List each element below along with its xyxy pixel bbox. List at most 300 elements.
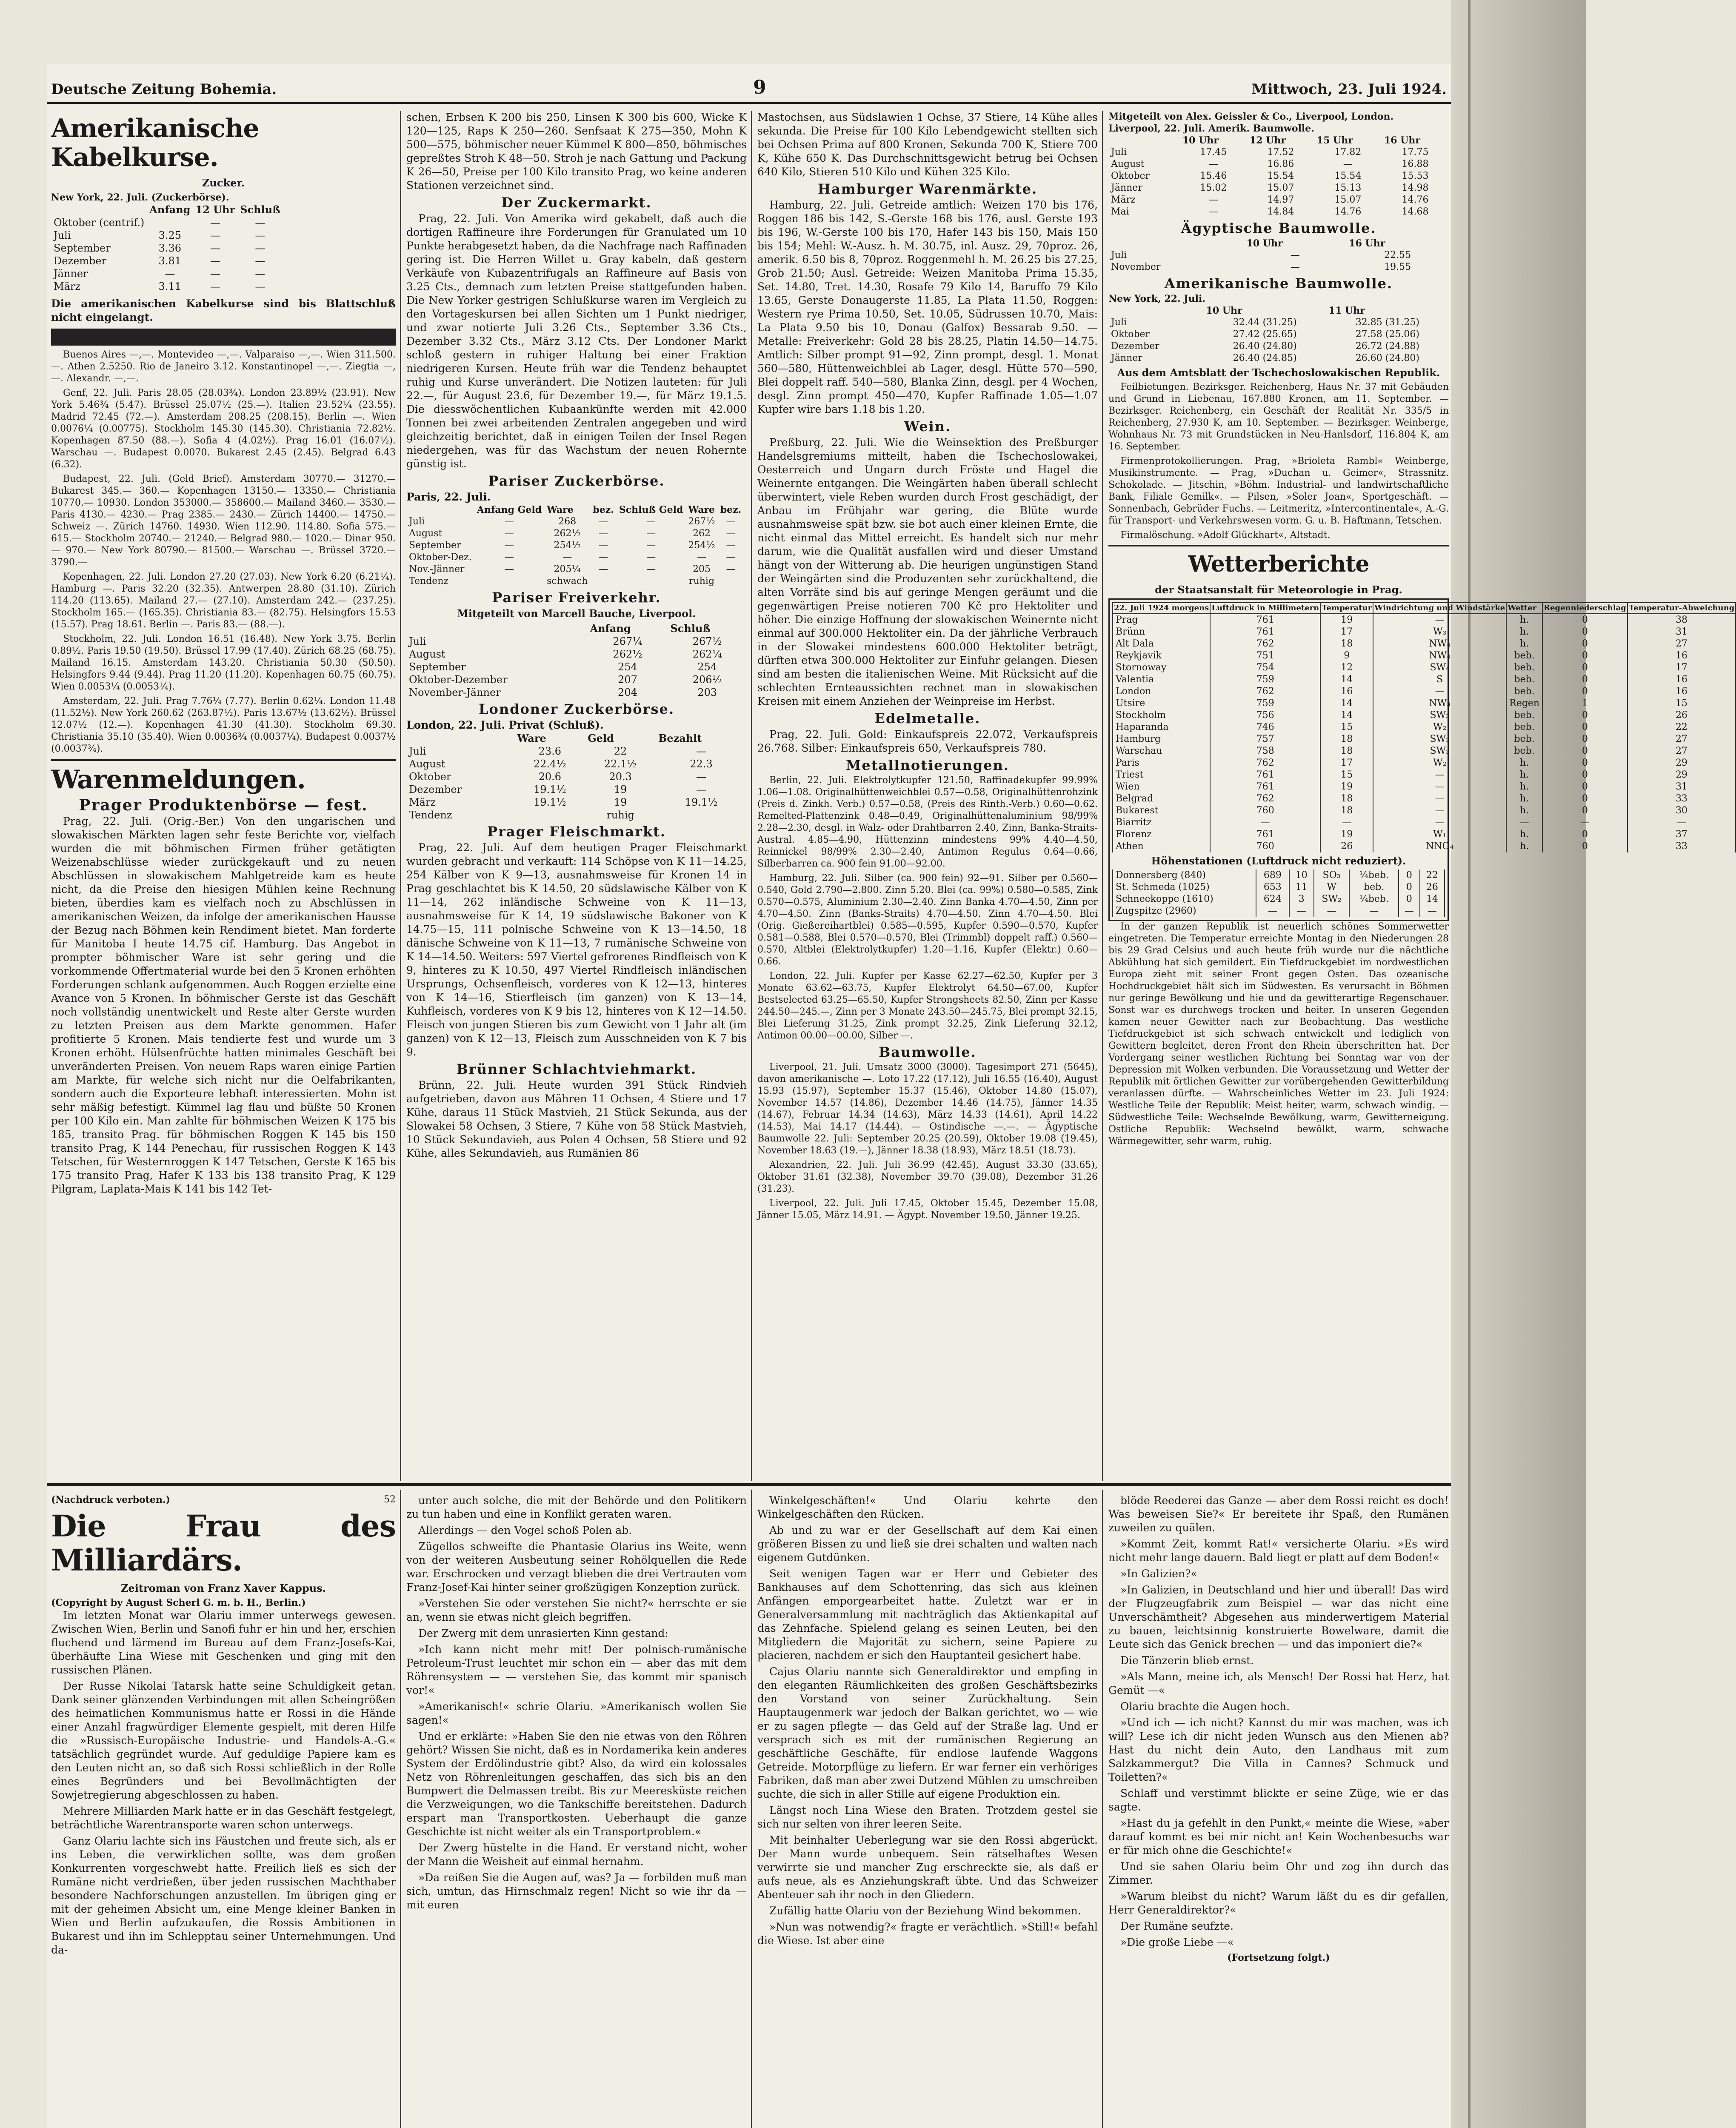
table-cell xyxy=(656,809,747,821)
table-header-cell xyxy=(51,203,147,216)
table-cell: — xyxy=(1290,262,1300,272)
column-rule xyxy=(400,1490,401,2128)
table-header-cell: 10 Uhr xyxy=(1246,238,1283,249)
table-cell: 3.11 xyxy=(158,280,182,292)
running-header xyxy=(47,77,1451,104)
liverpool-table xyxy=(1108,134,1449,218)
table-cell: — xyxy=(210,268,220,280)
novel-paragraph: Ganz Olariu lachte sich ins Fäustchen und freute sich, als er ins Leben, die verwirklichen sollte, was dem großen Konkurrenten vorgeschwebt hatte. Freilich ließ es sich der Rumäne nicht verdrießen, über jeden russischen Machthaber besondere Nachforschungen anzustellen. Im übrigen ging er mit der geheimen Absicht um, eine Menge kleiner Banken in Wien und Berlin aufzukaufen, die Rossis Ambitionen in Bukarest und ihn im Schlepptau seiner Unternehmungen. Und da- xyxy=(51,1835,396,1956)
table-cell: 23.6 xyxy=(538,745,562,757)
table-cell xyxy=(474,575,544,587)
table-cell: 17.75 xyxy=(1402,147,1429,157)
table-cell: SW₃ xyxy=(1373,733,1506,745)
zuckermarkt-text: Prag, 22. Juli. Von Amerika wird gekabelt, daß auch die dortigen Raffineure ihre Forderungen für Granulated um 10 Punkte herabgesetzt haben, da die Nachfrage nach Raffinaden gering ist. Die Herren Willet u. Gray kabeln, daß gestern Verkäufe von Kubazentrifugals an Raffineure auf Basis von 3.25 Cts., demnach zum letzten Preise stattgefunden haben. Die New Yorker gestrigen Schlußkurse waren im Vergleich zu den Vortageskursen bei allen Sichten um 1 Punkt niedriger, und zwar notierte Juli 3.26 Cts., September 3.36 Cts., Dezember 3.32 Cts., März 3.12 Cts. Der Londoner Markt schloß gestern in ruhiger Haltung bei einer Fraktion niedrigeren Kursen. Heute früh war die Tendenz behauptet ruhig und Kurse unverändert. Die Notizen lauteten: für Juli 22.—, für August 23.6, für Dezember 19.—, für März 19.1.5. Die diesswöchentlichen Kubaankünfte werden mit 42.000 Tonnen bei zwei arbeitenden Zentralen angegeben und wird gleichzeitig berichtet, daß in einigen Teilen der Insel Regen niedergehen, was für das Wachstum der neuen Rohernte günstig ist. xyxy=(406,212,747,470)
table-cell: 0 xyxy=(1542,781,1628,793)
weather-row xyxy=(1113,721,1736,733)
table-cell: beb. xyxy=(1506,733,1542,745)
table-cell: — xyxy=(255,229,266,241)
table-cell: 1 xyxy=(1542,698,1628,709)
table-cell: h. xyxy=(1506,829,1542,841)
weather-row xyxy=(1113,733,1736,745)
table-cell: 18 xyxy=(1320,805,1373,817)
table-header-cell: bez. xyxy=(593,504,614,515)
paris-line: Paris, 22. Juli. xyxy=(406,491,491,503)
col2-top-text: schen, Erbsen K 200 bis 250, Linsen K 300 bis 600, Wicke K 120—125, Raps K 250—260. Senfsaat K 275—350, Mohn K 500—575, böhmischer neuer Kümmel K 800—850, böhmisches gepreßtes Stroh K 48—50. Stroh je nach Gattung und Packung K 26—50, Preise per 100 Kilo transito Prag, wo keine anderen Stationen verzeichnet sind. xyxy=(406,111,747,192)
table-cell: — xyxy=(599,528,608,539)
table-row xyxy=(1108,317,1449,329)
table-cell: 254½ xyxy=(688,540,715,551)
table-cell: — xyxy=(255,280,266,292)
table-cell: h. xyxy=(1506,614,1542,626)
table-cell: 22.4½ xyxy=(534,758,566,770)
table-cell: 27 xyxy=(1628,638,1736,650)
table-cell: — xyxy=(1399,905,1420,917)
table-cell: 14.97 xyxy=(1267,194,1294,205)
table-cell: ruhig xyxy=(606,809,634,821)
continuation-note: (Fortsetzung folgt.) xyxy=(1227,1952,1330,1963)
kabelkurse-title: Amerikanische Kabelkurse. xyxy=(51,114,259,172)
table-cell: 19.1½ xyxy=(534,796,566,808)
table-cell: 11 xyxy=(1289,881,1314,893)
table-cell: August xyxy=(1111,159,1145,169)
table-cell xyxy=(617,575,686,587)
issue-date: Mittwoch, 23. Juli 1924. xyxy=(1251,81,1447,98)
table-cell: S xyxy=(1373,674,1506,686)
paris-table xyxy=(406,504,744,587)
table-cell: 254 xyxy=(618,661,637,673)
table-cell: 14 xyxy=(1320,674,1373,686)
table-cell: beb. xyxy=(1506,650,1542,662)
weather-row xyxy=(1113,841,1736,852)
table-cell: — xyxy=(599,564,608,575)
amtsblatt-title: Aus dem Amtsblatt der Tschechoslowakischen Republik. xyxy=(1117,366,1440,379)
table-row xyxy=(1108,170,1449,182)
table-cell: 746 xyxy=(1210,721,1320,733)
novel-paragraph: Und sie sahen Olariu beim Ohr und zog ihn durch das Zimmer. xyxy=(1108,1860,1449,1886)
table-cell: 0 xyxy=(1542,793,1628,805)
table-cell: 14 xyxy=(1320,698,1373,709)
novel-paragraph: Mehrere Milliarden Mark hatte er in das Geschäft festgelegt, beträchtliche Warentransporte waren schon unterwegs. xyxy=(51,1805,396,1831)
table-cell: 204 xyxy=(618,686,637,698)
london-table xyxy=(406,732,747,821)
table-cell: Athen xyxy=(1113,841,1210,852)
table-cell: September xyxy=(54,242,111,254)
table-header-cell: bez. xyxy=(720,504,742,515)
table-cell: SW₂ xyxy=(1314,893,1350,905)
table-cell: Tendenz xyxy=(409,576,449,586)
table-cell: 267½ xyxy=(692,635,722,647)
table-row xyxy=(406,552,744,563)
table-cell: 17.45 xyxy=(1200,147,1227,157)
table-cell: September xyxy=(409,661,466,673)
table-cell: SO₃ xyxy=(1314,870,1350,881)
aegypt-title: Ägyptische Baumwolle. xyxy=(1181,220,1376,236)
london-title: Londoner Zuckerbörse. xyxy=(478,701,675,717)
table-cell: März xyxy=(54,280,80,292)
table-cell: — xyxy=(210,280,220,292)
table-cell: Reykjavik xyxy=(1113,650,1210,662)
column-rule xyxy=(1102,111,1103,1481)
wein-text: Preßburg, 22. Juli. Wie die Weinsektion des Preßburger Handelsgremiums mitteilt, haben die Tschechoslowakei, Oesterreich und Ungarn durch Fröste und Hagel die Weinernte entgangen. Die Weingärten haben überall schlecht überwintert, viele Reben wurden durch Frost geschädigt, der Anbau im Frühjahr war gering, die Blüte wurde ausnahmsweise spät bzw. sie bot auch einer kleinen Ernte, die nicht einmal das Mittel erreicht. Es handelt sich nur mehr darum, wie die Qualität ausfallen wird und dieser Umstand hängt von der Witterung ab. Die heurigen ungünstigen Stand der Weingärten sind die Produzenten sehr zurückhaltend, die alten Vorräte sind bis auf geringe Mengen geräumt und die gegenwärtigen Preise notieren 700 Kč pro Hektoliter und höher. Die einzige Hoffnung der slowakischen Weinernte nicht einmal auf 300.000 Hektoliter ein. Da der jährliche Verbrauch in der Slowakei mindestens 600.000 Hektoliter beträgt, dürften etwa 300.000 Hektoliter zur Einfuhr gelangen. Diesen sind am besten die italienischen Weine. Mit Rücksicht auf die schlechten Ernteaussichten rechnet man in slowakischen Kreisen mit einem Anziehen der Weinpreise im Herbst. xyxy=(757,436,1098,707)
table-cell: 32.85 (31.25) xyxy=(1355,317,1419,328)
baumwolle-text: Liverpool, 21. Juli. Umsatz 3000 (3000). Tagesimport 271 (5645), davon amerikanische —. Loto 17.22 (17.12), Juli 16.55 (16.40), August 15.93 (15.97), September 15.37 (15.46), Oktober 14.80 (15.07), November 14.57 (14.86), Dezember 14.46 (14.75), Jänner 14.35 (14.67), Februar 14.34 (14.63), März 14.33 (14.61), April 14.22 (14.53), Mai 14.17 (14.44). — Ostindische —.—. — Ägyptische Baumwolle 22. Juli: September 20.25 (20.59), Oktober 19.08 (19.45), November 18.63 (19.—), Jänner 18.38 (18.93), März 18.51 (18.73). xyxy=(757,1062,1098,1156)
novel-paragraph: »Kommt Zeit, kommt Rat!« versicherte Olariu. »Es wird nicht mehr lange dauern. Bald liegt er platt auf dem Boden!« xyxy=(1108,1538,1449,1564)
table-header-cell: 22. Juli 1924 morgens xyxy=(1113,603,1210,614)
table-header-cell xyxy=(1108,237,1244,249)
table-cell: 15.02 xyxy=(1200,183,1227,193)
table-cell: ¼beb. xyxy=(1349,870,1399,881)
table-cell: 26.72 (24.88) xyxy=(1355,341,1419,352)
table-row xyxy=(1108,261,1449,273)
table-cell: 0 xyxy=(1542,626,1628,638)
table-cell: Oktober xyxy=(1111,329,1150,340)
table-cell: 653 xyxy=(1256,881,1289,893)
table-cell: Juli xyxy=(1111,250,1127,260)
table-cell: 754 xyxy=(1210,662,1320,674)
table-cell: 17 xyxy=(1628,662,1736,674)
devisen-entry: Kopenhagen, 22. Juli. London 27.20 (27.03). New York 6.20 (6.21¼). Hamburg —. Paris 32.20 (32.35). Antwerpen 28.80 (31.10). Zürich 114.20 (113.65). Mailand 27.— (27.10). Amsterdam 242.— (237.25). Stockholm 165.— (165.35). Christiania 83.— (82.75). Helsingfors 15.53 (15.57). Prag 18.61. Berlin —. Paris 83.— (88.—). xyxy=(51,572,396,630)
column-rule xyxy=(751,111,752,1481)
table-cell: Oktober-Dezember xyxy=(409,674,508,686)
table-header-cell: Temperatur-Abweichung xyxy=(1628,603,1736,614)
table-cell: März xyxy=(1111,194,1136,205)
column-finance xyxy=(51,111,396,1473)
table-cell: Oktober (centrif.) xyxy=(54,217,145,229)
table-header-cell xyxy=(1108,134,1180,146)
table-cell: 262½ xyxy=(554,528,581,539)
edelmetalle-text: Prag, 22. Juli. Gold: Einkaufspreis 22.072, Verkaufspreis 26.768. Silber: Einkaufspreis 650, Verkaufspreis 780. xyxy=(757,728,1098,754)
weather-row xyxy=(1113,805,1736,817)
metall-text-2: Hamburg, 22. Juli. Silber (ca. 900 fein) 92—91. Silber per 0.560—0.540, Gold 2.790—2.800. Zinn 5.20. Blei (ca. 99%) 0.580—0.585, Zink 0.570—0.575, Aluminium 2.30—2.40. Zinn Banka 4.70—4.50, Zinn per 4.70—4.50. Zinn (Banks-Straits) 4.70—4.50. Zinn 4.70—4.50. Blei (Orig. Gießereihartblei) 0.585—0.595, Kupfer 0.590—0.570, Kupfer 0.581—0.588, Blei 0.570—0.570, Blei (Trimmbl) doppelt raff.) 0.560—0.570, Altblei (Elektrolytkupfer) 1.20—1.16, Kupfer (Elektr.) 0.60—0.66. xyxy=(757,873,1098,967)
table-cell: — xyxy=(504,528,514,539)
table-row xyxy=(1108,340,1449,352)
table-cell: 0 xyxy=(1542,805,1628,817)
table-cell: — xyxy=(1208,159,1218,169)
newspaper-page xyxy=(47,64,1735,2128)
table-cell: März xyxy=(409,796,436,808)
london-line: London, 22. Juli. Privat (Schluß). xyxy=(406,719,604,731)
edelmetalle-title: Edelmetalle. xyxy=(874,710,981,726)
table-row xyxy=(406,635,747,648)
table-cell: 3.36 xyxy=(158,242,182,254)
table-cell: 762 xyxy=(1210,638,1320,650)
table-header-cell: 16 Uhr xyxy=(1349,238,1385,249)
table-cell: Oktober-Dez. xyxy=(409,552,472,563)
novel-paragraph: Im letzten Monat war Olariu immer unterwegs gewesen. Zwischen Wien, Berlin und Sanofi fuhr er hin und her, erschien fluchend und lärmend im Bureau auf dem Franz-Josefs-Kai, überhäufte Lina Wiese mit Geschenken und ging mit den russischen Plänen. xyxy=(51,1609,396,1676)
table-cell: — xyxy=(1210,817,1320,829)
novel-paragraph: Die Tänzerin blieb ernst. xyxy=(1120,1654,1254,1667)
weather-row xyxy=(1113,626,1736,638)
table-cell: — xyxy=(697,552,707,563)
novel-paragraph: »Die große Liebe —« xyxy=(1120,1936,1234,1948)
table-cell: — xyxy=(504,552,514,563)
table-cell: 14.76 xyxy=(1334,206,1362,217)
table-cell: 0 xyxy=(1399,893,1420,905)
table-header-cell: Ware xyxy=(517,732,546,744)
table-cell: NNO₄ xyxy=(1373,841,1506,852)
table-cell: 10 xyxy=(1289,870,1314,881)
novel-text-1 xyxy=(51,1609,396,1957)
table-cell: 205 xyxy=(693,564,711,575)
devisen-entry: Amsterdam, 22. Juli. Prag 7.76¼ (7.77). Berlin 0.62¼. London 11.48 (11.52½). New York 260.62 (263.87½). Paris 13.67½ (13.62½). Brüssel 12.07½ (12.—). Kopenhagen 41.30 (41.30). Stockholm 69.30. Christiania 35.10 (35.40). Wien 0.0036¾ (0.0037¼). Budapest 0.0037½ (0.0037¾). xyxy=(51,696,396,754)
table-cell: — xyxy=(504,564,514,575)
table-cell: 759 xyxy=(1210,674,1320,686)
table-cell: 18 xyxy=(1320,733,1373,745)
table-cell: 0 xyxy=(1542,686,1628,698)
table-cell: 38 xyxy=(1628,614,1736,626)
table-cell: — xyxy=(255,217,266,229)
table-cell: Belgrad xyxy=(1113,793,1210,805)
warenmeldungen-title: Warenmeldungen. xyxy=(51,765,306,795)
table-header-cell: 10 Uhr xyxy=(1182,135,1219,146)
table-cell: Stornoway xyxy=(1113,662,1210,674)
weather-row xyxy=(1113,614,1736,626)
table-cell: 14.98 xyxy=(1402,183,1429,193)
table-header-row xyxy=(1108,237,1449,249)
column-cotton-weather xyxy=(1108,111,1735,1473)
table-cell: h. xyxy=(1506,757,1542,769)
table-cell: Zugspitze (2960) xyxy=(1113,905,1256,917)
table-cell: 14.76 xyxy=(1402,194,1429,205)
devisen-entry: Buenos Aires —,—. Montevideo —,—. Valparaiso —,—. Wien 311.500.—. Athen 2.5250. Rio de Janeiro 3.12. Konstantinopel —,—. Ziegtia —,—. Alexandr. —,—. xyxy=(51,349,396,384)
table-cell: — xyxy=(1373,769,1506,781)
table-cell: 16 xyxy=(1628,686,1736,698)
table-cell: 15.07 xyxy=(1267,183,1294,193)
table-cell: — xyxy=(1289,905,1314,917)
table-cell: 759 xyxy=(1210,698,1320,709)
pariser-frei-title: Pariser Freiverkehr. xyxy=(492,589,661,606)
table-cell: Juli xyxy=(54,229,71,241)
table-cell: — xyxy=(1373,781,1506,793)
amerik-title: Amerikanische Baumwolle. xyxy=(1164,275,1393,292)
table-cell: 761 xyxy=(1210,614,1320,626)
table-cell: 761 xyxy=(1210,626,1320,638)
table-cell: Mai xyxy=(1111,206,1129,217)
freiverkehr-table xyxy=(406,622,747,699)
table-cell: 14 xyxy=(1420,893,1445,905)
weather-row xyxy=(1113,698,1736,709)
column-rule xyxy=(400,111,401,1481)
weather-row xyxy=(1113,769,1736,781)
table-cell: 37 xyxy=(1628,829,1736,841)
table-cell: 15.13 xyxy=(1334,183,1362,193)
table-cell: — xyxy=(1373,805,1506,817)
novel-paragraph: Mit beinhalter Ueberlegung war sie den Rossi abgerückt. Der Mann wurde unbequem. Sein rätselhaftes Wesen verwirrte sie und mancher Zug erschreckte sie, als daß er aufs neue, als es Anziehungskraft übte. Und das Schweizer Abenteuer sah ihr noch in den Gliedern. xyxy=(757,1834,1098,1901)
table-cell: h. xyxy=(1506,793,1542,805)
table-cell: 19 xyxy=(614,784,627,795)
table-cell: August xyxy=(409,758,445,770)
table-header-cell: 16 Uhr xyxy=(1384,135,1420,146)
table-cell: 761 xyxy=(1210,829,1320,841)
table-cell: Biarritz xyxy=(1113,817,1210,829)
table-cell: 33 xyxy=(1628,793,1736,805)
table-cell: W₃ xyxy=(1373,626,1506,638)
page-number: 9 xyxy=(753,77,766,98)
table-row xyxy=(51,242,283,255)
table-cell: Tendenz xyxy=(409,809,452,821)
weather-row xyxy=(1113,674,1736,686)
table-row xyxy=(406,745,747,758)
table-cell: Dezember xyxy=(1111,341,1159,352)
bruenner-text: Brünn, 22. Juli. Heute wurden 391 Stück Rindvieh aufgetrieben, davon aus Mähren 11 Ochsen, 4 Stiere und 17 Kühe, daraus 11 Stück Mastvieh, 21 Stück Sekunda, aus der Slowakei 58 Ochsen, 3 Stiere, 7 Kühe von 58 Stück Mastvieh, 10 Stück Sekundavieh, aus Polen 4 Ochsen, 58 Stiere und 92 Kühe, alles Sekundavieh, aus Rumänien 86 xyxy=(406,1079,747,1159)
table-cell: 262 xyxy=(693,528,711,539)
table-row xyxy=(51,216,283,229)
table-cell: NW₄ xyxy=(1373,650,1506,662)
table-row xyxy=(406,796,747,809)
table-cell: 15.54 xyxy=(1334,171,1362,181)
table-row xyxy=(406,563,744,575)
table-row xyxy=(51,229,283,242)
table-cell: 19.1½ xyxy=(685,796,718,808)
table-cell: beb. xyxy=(1506,674,1542,686)
table-cell: Dezember xyxy=(409,784,462,795)
table-cell: 19 xyxy=(1320,829,1373,841)
table-cell: — xyxy=(599,552,608,563)
table-cell: 20.3 xyxy=(609,771,632,783)
table-header-cell: Wetter xyxy=(1506,603,1542,614)
table-header-cell: Temperatur xyxy=(1320,603,1373,614)
devisen-entry: Genf, 22. Juli. Paris 28.05 (28.03¾). London 23.89½ (23.91). New York 5.46¾ (5.47). Brüssel 25.07½ (25.—). Italien 23.52¼ (23.55). Madrid 72.45 (72.—). Amsterdam 208.25 (208.15). Berlin —. Wien 0.0076¼ (0.00775). Stockholm 145.30 (145.30). Christiania 72.82½. Kopenhagen 87.50 (88.—). Sofia 4 (4.02½). Prag 16.01 (16.07½). Warschau —. Budapest 0.0070. Bukarest 2.45 (2.45). Belgrad 6.43 (6.32). xyxy=(51,388,396,470)
table-cell: h. xyxy=(1506,626,1542,638)
metall-title: Metallnotierungen. xyxy=(845,757,1010,773)
table-cell: 203 xyxy=(697,686,717,698)
table-cell: — xyxy=(646,528,656,539)
table-cell: 19.1½ xyxy=(534,784,566,795)
amtsblatt-text: Feilbietungen. Bezirksger. Reichenberg, Haus Nr. 37 mit Gebäuden und Grund in Liebenau, 167.880 Kronen, am 11. September. — Bezirksger. Reichenberg, ein Geschäft der Realität Nr. 335/5 in Reichenberg, 27.930 K, am 10. September. — Bezirksger. Weinberge, Wohnhaus Nr. 73 mit Grundstücken in Neu-Hanlsdorf, 116.804 K, am 16. September. xyxy=(1108,382,1449,452)
table-header-cell: Bezahlt xyxy=(658,732,702,744)
weather-row xyxy=(1113,650,1736,662)
table-row xyxy=(406,528,744,540)
weather-row xyxy=(1113,686,1736,698)
novel-paragraph: Zufällig hatte Olariu von der Beziehung Wind bekommen. xyxy=(769,1905,1081,1917)
table-cell: 16 xyxy=(1628,650,1736,662)
produkten-text: Prag, 22. Juli. (Orig.-Ber.) Von den ungarischen und slowakischen Märkten lagen sehr feste Berichte vor, vielfach wurden die mit böhmischen Firmen früher getätigten Weizenabschlüsse wieder zurückgekauft und zu neuen Abschlüssen in slowakischem Mahlgetreide kam es heute nicht, da die Preise den hiesigen Mühlen keine Rechnung bieten, überdies kam es vielfach noch zu Abschlüssen in amerikanischen Weizen, da infolge der amerikanischen Hausse der Bezug nach Böhmen kein Rendiment bietet. Man forderte für Manitoba I heute 14.75 cif. Hamburg. Das Angebot in prompter böhmischer Ware ist sehr gering und die vorkommende Offertmaterial wurde bei den 5 Kronen erhöhten Forderungen schlank aufgenommen. Auch Roggen erzielte eine Avance von 5 Kronen. In böhmischer Gerste ist das Geschäft noch vollständig unentwickelt und Reste alter Gerste wurden zu letzten Preisen aus dem Markte genommen. Hafer profitierte 5 Kronen. Mais tendierte fest und wurde um 3 Kronen erhöht. Hülsenfrüchte hatten minimales Geschäft bei unveränderten Preisen. Von neuem Raps waren einige Partien am Markte, für welche sich nicht nur die Oelfabrikanten, sondern auch die Exporteure lebhaft interessierten. Mohn ist sehr mäßig befestigt. Kümmel lag flau und büßte 50 Kronen per 100 Kilo ein. Man zahlte für böhmischen Weizen K 175 bis 185, transito Prag. für böhmischen Roggen K 145 bis 150 transito Prag, K 144 Penechau, für russischen Roggen K 143 Tetschen, für Westernroggen K 147 Tetschen, Gerste K 165 bis 175 transito Prag, Hafer K 133 bis 138 transito Prag, K 129 Pilgram, Laplata-Mais K 141 bis 142 Tet- xyxy=(51,815,396,1195)
table-cell: beb. xyxy=(1506,721,1542,733)
column-rule xyxy=(751,1490,752,2128)
table-cell: W xyxy=(1314,881,1350,893)
table-cell: beb. xyxy=(1349,881,1399,893)
table-cell: h. xyxy=(1506,781,1542,793)
table-cell: 268 xyxy=(558,516,577,527)
baumwolle-title: Baumwolle. xyxy=(879,1044,976,1060)
weather-row xyxy=(1113,817,1736,829)
table-cell: 761 xyxy=(1210,781,1320,793)
table-cell: Utsire xyxy=(1113,698,1210,709)
table-cell: — xyxy=(696,784,707,795)
table-cell: 17 xyxy=(1320,757,1373,769)
table-cell: h. xyxy=(1506,841,1542,852)
table-cell: 32.44 (31.25) xyxy=(1233,317,1297,328)
table-cell: — xyxy=(646,552,656,563)
novel-paragraph: Seit wenigen Tagen war er Herr und Gebieter des Bankhauses auf dem Schottenring, das sich aus kleinen Anfängen emporgearbeitet hatte. Zuletzt war er in Generalversammlung mit nachträglich das Aktienkapital auf das Zehnfache. Spielend gelang es seinen Leuten, bei den Mitgliedern die Majorität zu sichern, seine Papiere zu placieren, nachdem er sich den Hauptanteil gesichert habe. xyxy=(757,1567,1098,1662)
wein-title: Wein. xyxy=(904,418,951,435)
novel-paragraph: blöde Reederei das Ganze — aber dem Rossi reicht es doch! Was beweisen Sie?« Er bereitete ihr Spaß, den Rumänen zuweilen zu quälen. xyxy=(1108,1494,1449,1534)
produkten-title: Prager Produktenbörse — fest. xyxy=(79,796,368,814)
novel-paragraph: »Da reißen Sie die Augen auf, was? Ja — forbilden muß man sich, umtun, das Hirnschmalz regen! Nicht so wie ihr da — mit euren xyxy=(406,1871,747,1911)
table-cell: 0 xyxy=(1542,769,1628,781)
table-cell: Jänner xyxy=(1111,183,1142,193)
table-cell: ¼beb. xyxy=(1349,893,1399,905)
table-cell: — xyxy=(1320,817,1373,829)
table-cell: 14.68 xyxy=(1402,206,1429,217)
table-header-row xyxy=(1113,603,1736,614)
table-cell: 19 xyxy=(1320,781,1373,793)
fleisch-title: Prager Fleischmarkt. xyxy=(487,824,666,840)
table-cell: Juli xyxy=(1111,147,1127,157)
table-cell: 758 xyxy=(1210,745,1320,757)
table-cell xyxy=(718,575,744,587)
table-cell: 207 xyxy=(618,674,637,686)
table-cell: August xyxy=(409,648,445,660)
weather-row xyxy=(1113,793,1736,805)
table-cell: beb. xyxy=(1506,662,1542,674)
novel-col-1 xyxy=(51,1494,396,2128)
table-cell: 26.60 (24.80) xyxy=(1355,353,1419,363)
novel-paragraph: unter auch solche, die mit der Behörde und den Politikern zu tun haben und eine in Konflikt geraten waren. xyxy=(406,1494,747,1520)
table-cell: 14.84 xyxy=(1267,206,1294,217)
table-cell: 267½ xyxy=(688,516,715,527)
table-cell: Juli xyxy=(409,745,426,757)
table-row xyxy=(1108,182,1449,194)
table-cell: — xyxy=(210,255,220,267)
table-cell: 0 xyxy=(1542,733,1628,745)
devisen-entry: Stockholm, 22. Juli. London 16.51 (16.48). New York 3.75. Berlin 0.89½. Paris 19.50 (19.50). Brüssel 17.99 (17.40). Zürich 68.25 (68.75). Mailand 16.15. Amsterdam 143.20. Christiania 50.30 (50.50). Helsingfors 9.44 (9.44). Prag 11.20 (11.20). Kopenhagen 60.75 (60.75). Wien 0.0053¼ (0.0053¼). xyxy=(51,634,396,692)
table-cell: Wien xyxy=(1113,781,1210,793)
hoehen-title: Höhenstationen (Luftdruck nicht reduziert). xyxy=(1151,855,1406,867)
novel-paragraph: Olariu brachte die Augen hoch. xyxy=(1120,1700,1290,1713)
table-cell: — xyxy=(726,552,736,563)
table-row xyxy=(51,267,283,280)
table-cell: Paris xyxy=(1113,757,1210,769)
novel-paragraph: »In Galizien?« xyxy=(1120,1567,1197,1580)
table-cell: — xyxy=(646,516,656,527)
table-cell: — xyxy=(1343,159,1353,169)
table-cell: — xyxy=(504,540,514,551)
liverpool-line: Liverpool, 22. Juli. Amerik. Baumwolle. xyxy=(1108,123,1314,134)
table-cell: 27 xyxy=(1628,733,1736,745)
pariser-frei-sub: Mitgeteilt von Marcell Bauche, Liverpool. xyxy=(457,607,696,620)
table-cell: Prag xyxy=(1113,614,1210,626)
table-cell: — xyxy=(696,771,707,783)
table-header-cell: 11 Uhr xyxy=(1328,305,1365,316)
table-cell: 22 xyxy=(614,745,627,757)
devisen-list xyxy=(51,349,396,755)
table-cell: h. xyxy=(1506,769,1542,781)
loeschung-text: Firmalöschung. »Adolf Glückhart«, Altstadt. xyxy=(1120,530,1331,541)
rule xyxy=(51,759,396,761)
table-cell: — xyxy=(726,528,736,539)
table-cell: 15.07 xyxy=(1334,194,1362,205)
novel-paragraph: Der Zwerg hüstelte in die Hand. Er verstand nicht, woher der Mann die Weisheit auf einmal hernahm. xyxy=(406,1842,747,1868)
table-header-row xyxy=(51,203,283,216)
zuckermarkt-title: Der Zuckermarkt. xyxy=(501,194,652,211)
table-row xyxy=(1108,158,1449,170)
table-cell: 15 xyxy=(1320,721,1373,733)
table-header-row xyxy=(1108,305,1449,317)
table-header-cell xyxy=(1108,305,1204,317)
baumwolle-text-2: Alexandrien, 22. Juli. Juli 36.99 (42.45), August 33.30 (33.65), Oktober 31.61 (32.38), November 39.70 (39.08), Dezember 31.26 (31.23). xyxy=(757,1160,1098,1194)
table-cell: 18 xyxy=(1320,793,1373,805)
metall-text: Berlin, 22. Juli. Elektrolytkupfer 121.50, Raffinadekupfer 99.99% 1.06—1.08. Originalhüttenweichblei 0.57—0.58, Originalhüttenrohzink (Preis d. Zinkh. Verb.) 0.57—0.58, (Preis des Rinth.-Verb.) 0.60—0.62. Remelted-Plattenzink 0.48—0.49, Originalhüttenaluminium 98/99% 2.28—2.30, desgl. in Walz- oder Drahtbarren 2.40, Zinn, Banka-Straits-Austral. 4.85—4.90, Hüttenzinn mindestens 99% 4.40—4.50, Reinnickel 98/99% 2.30—2.40, Antimon Regulus 0.64—0.66, Silberbarren ca. 900 fein 91.00—92.00. xyxy=(757,775,1098,869)
table-cell: — xyxy=(646,540,656,551)
novel-paragraph: »Hast du ja gefehlt in den Punkt,« meinte die Wiese, »aber darauf kommt es bei mir nicht an! Kein Wochenbesuchs war er für mich ohne die Geschichte!« xyxy=(1108,1817,1449,1856)
weather-row xyxy=(1113,881,1445,893)
table-cell: 14 xyxy=(1320,709,1373,721)
fleisch-text: Prag, 22. Juli. Auf dem heutigen Prager Fleischmarkt wurden gebracht und verkauft: 114 Schöpse von K 11—14.25, 254 Kälber von K 9—13, ausnahmsweise für Kronen 14 in Prag geschlachtet bis K 14.50, 20 südslawische Kälber von K 11—14, 262 inländische Schweine von K 11—13, ausnahmsweise für K 14, 19 südslawische Bakoner von K 14.75—15, 111 polnische Schweine von K 13—14.50, 18 dänische Schweine von K 11—13, 7 rumänische Schweine von K 14—14.50. Weiters: 597 Viertel gefrorenes Rindfleisch von K 9, hinteres zu K 10.50, 497 Viertel Rindfleisch inländischen Ursprungs, Ochsenfleisch, vorderes von K 12—13, hinteres von K 14—16, Stierfleisch (im ganzen) von K 13—14, Kuhfleisch, vorderes von K 9 bis 12, hinteres von K 12—14.50. Fleisch von jungen Stieren bis zum Gewicht von 1 Jahr alt (im ganzen) von K 12—13, Fleisch zum Ausschneiden von K 7 bis 9. xyxy=(406,841,747,1058)
table-cell: 0 xyxy=(1542,614,1628,626)
novel-paragraph: »Ich kann nicht mehr mit! Der polnisch-rumänische Petroleum-Trust leuchtet mir schon ein — aber das mit dem Röhrensystem — — verstehen Sie, das kommt mir spanisch vor!« xyxy=(406,1643,747,1696)
table-cell: — xyxy=(726,540,736,551)
